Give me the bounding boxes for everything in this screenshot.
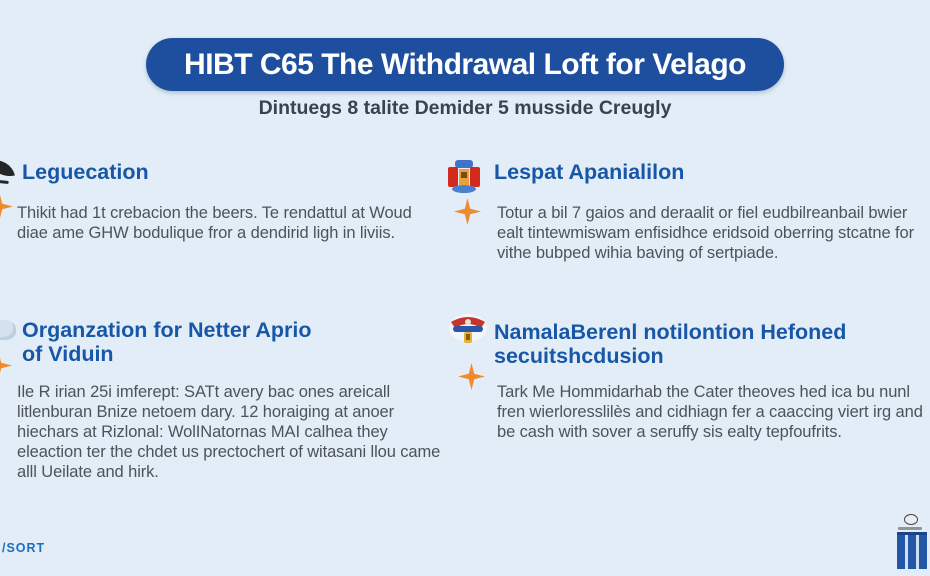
page-title: HIBT C65 The Withdrawal Loft for Velago [184, 47, 746, 81]
section-body: Ile R irian 25i imferept: SATt avery bac ones areicall litlenburan Bnize netoem dary. 12 horaiging at anoer hiechars at Rizlonal: WolINatornas MAI calhea they eleaction ter the chdet us prectochert of witasani llou came alll Ueilate and hirk. [17, 383, 441, 481]
section-title: NamalaBerenl notilontion Hefoned secuitshcdusion [494, 320, 847, 368]
section-bottom-right [440, 305, 930, 475]
footer-watermark-text: /SORT [2, 541, 46, 555]
section-top-left [0, 158, 445, 288]
logo-caption-bar [898, 527, 922, 530]
logo-seal-icon [904, 514, 918, 525]
sparkle-icon [458, 363, 485, 390]
red-crest-icon [447, 158, 481, 199]
winged-emblem-icon [447, 310, 489, 355]
sparkle-icon [0, 193, 13, 220]
page-subtitle: Dintuegs 8 talite Demider 5 musside Creugly [258, 97, 672, 119]
section-body: Tark Me Hommidarhab the Cater theoves hed ica bu nunl fren wierloresslilès and cidhiagn fer a caaccing viert irg and be cash with sover a seruffy sis ealty tepfoufrits. [497, 383, 923, 441]
sparkle-icon [454, 198, 481, 225]
dove-icon [0, 320, 16, 340]
university-pillars-logo [897, 514, 930, 572]
sparkle-icon [0, 352, 12, 379]
section-top-right [440, 158, 930, 288]
section-title: Lespat Apanialilon [494, 160, 685, 184]
title-banner [146, 38, 784, 91]
quill-icon [0, 156, 15, 180]
section-bottom-left [0, 312, 445, 502]
section-body: Thikit had 1t crebacion the beers. Te rendattul at Woud diae ame GHW bodulique fror a dendirid ligh in liviis. [17, 204, 412, 242]
section-body: Totur a bil 7 gaios and deraalit or fiel eudbilreanbail bwier ealt tintewmiswam enfisidhce eridsoid oberring stcatne for vithe bubped wihia baving of sertpiade. [497, 204, 914, 262]
section-title: Leguecation [22, 160, 149, 184]
section-title: Organzation for Netter Aprio of Viduin [22, 318, 312, 366]
logo-pillars-icon [897, 532, 927, 569]
